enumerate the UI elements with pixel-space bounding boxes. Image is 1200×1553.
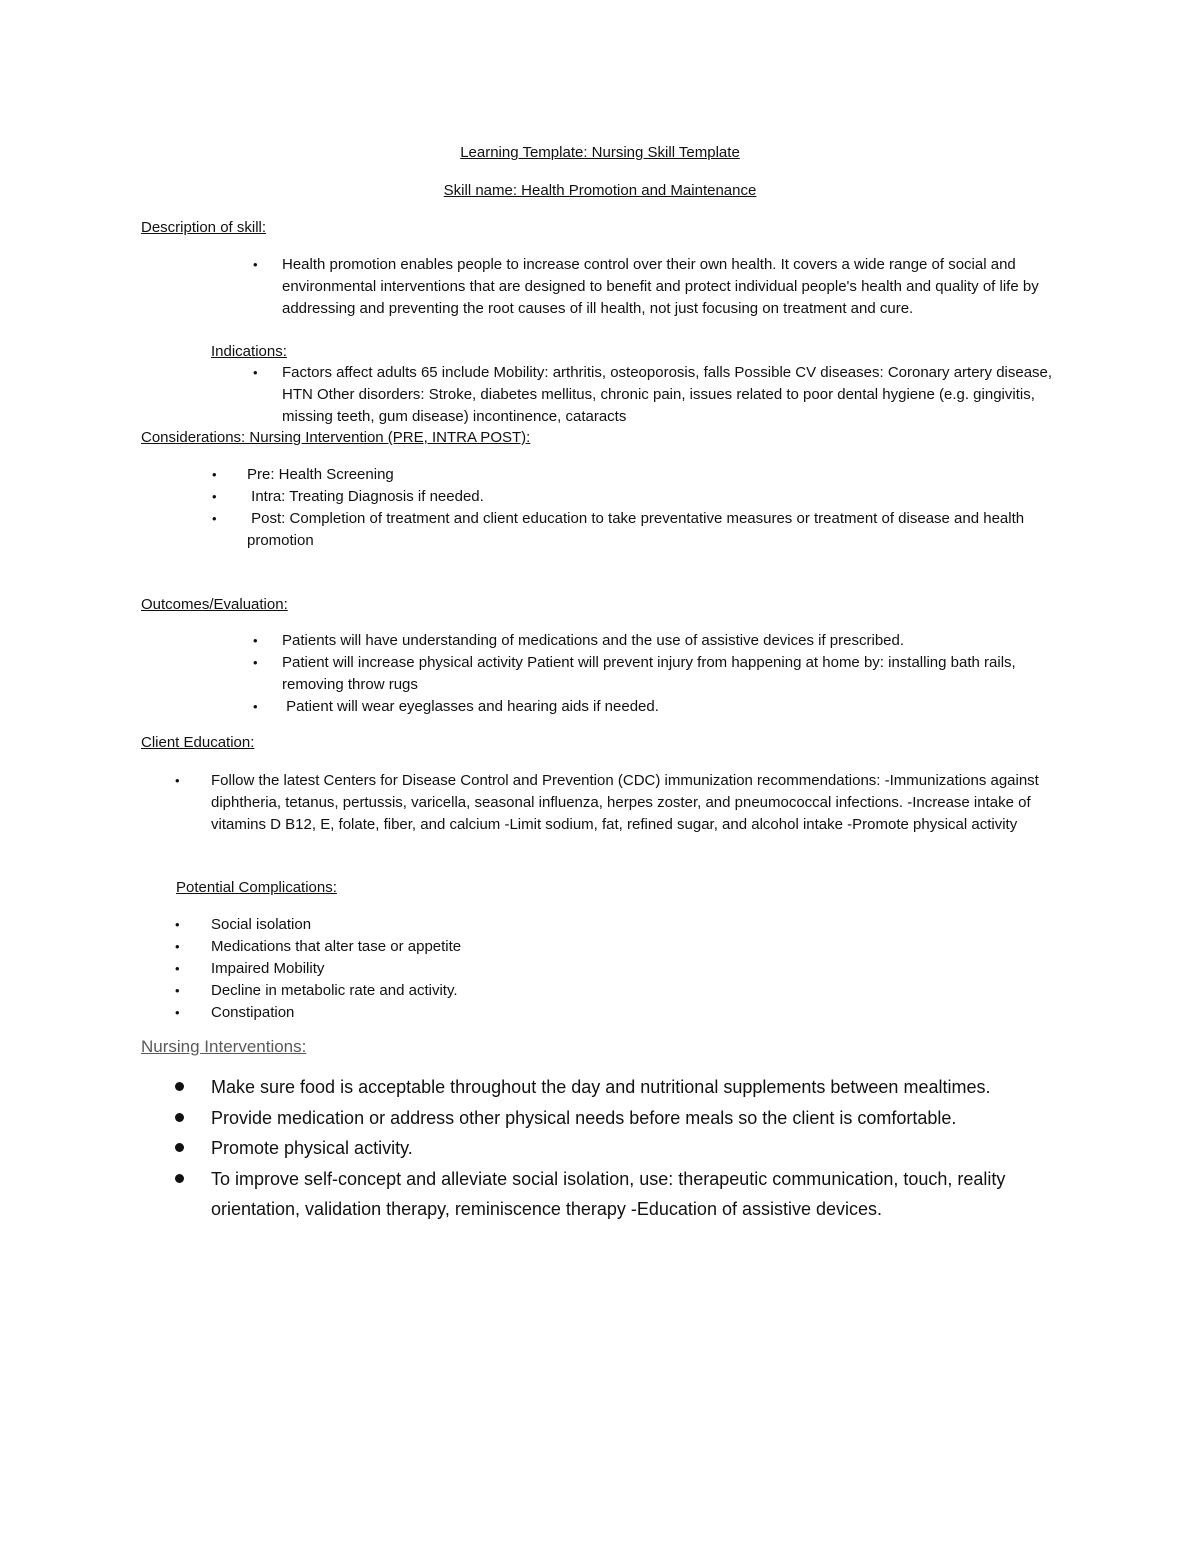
complication-text: Social isolation (211, 916, 312, 933)
bullet-icon: • (253, 655, 258, 670)
list-item (211, 1164, 1056, 1225)
complication-text: Decline in metabolic rate and activity. (211, 982, 458, 999)
outcome-text: Patient will wear eyeglasses and hearing aids if needed. (282, 698, 659, 715)
description-text: Health promotion enables people to increase control over their own health. It covers a wide range of social and environmental interventions that are designed to benefit and protect individual people's health and quality of life by addressing and preventing the root causes of ill health, not just focusing on treatment and cure. (282, 256, 1039, 317)
bullet-icon (175, 1082, 184, 1091)
description-heading: Description of skill: (141, 219, 267, 236)
intervention-text: Promote physical activity. (211, 1138, 413, 1158)
indications-heading: Indications: (211, 343, 287, 360)
nursing-interventions-list (211, 1072, 1056, 1225)
list-item (253, 630, 1072, 652)
complications-list (175, 914, 1061, 1024)
consideration-text: Pre: Health Screening (247, 466, 394, 483)
bullet-icon: • (175, 939, 180, 954)
bullet-icon: • (253, 699, 258, 714)
client-education-list (175, 770, 1061, 836)
client-education-heading: Client Education: (141, 734, 255, 751)
client-education-text: Follow the latest Centers for Disease Control and Prevention (CDC) immunization recommendations: -Immunizations against diphtheria, tetanus, pertussis, varicella, seasonal influenza, herpes zoster, and pneumococcal infections. -Increase intake of vitamins D B12, E, folate, fiber, and calcium -Limit sodium, fat, refined sugar, and alcohol intake -Promote physical activity (211, 772, 1039, 833)
outcomes-list (253, 630, 1072, 718)
intervention-text: To improve self-concept and alleviate social isolation, use: therapeutic communication, touch, reality orientation, validation therapy, reminiscence therapy -Education of assistive devices. (211, 1168, 1006, 1219)
list-item (175, 936, 1061, 958)
list-item (253, 362, 1072, 428)
list-item (212, 486, 1057, 508)
bullet-icon: • (212, 467, 217, 482)
nursing-interventions-heading: Nursing Interventions: (141, 1037, 307, 1056)
considerations-heading: Considerations: Nursing Intervention (PRE, INTRA POST): (141, 429, 531, 446)
list-item (211, 1103, 1056, 1134)
bullet-icon (175, 1143, 184, 1152)
skill-name: Skill name: Health Promotion and Maintenance (443, 182, 757, 199)
bullet-icon: • (175, 917, 180, 932)
outcome-text: Patient will increase physical activity Patient will prevent injury from happening at home by: installing bath rails, removing throw rugs (282, 654, 1020, 693)
bullet-icon: • (212, 511, 217, 526)
complication-text: Medications that alter tase or appetite (211, 938, 462, 955)
bullet-icon: • (175, 1005, 180, 1020)
consideration-text: Intra: Treating Diagnosis if needed. (247, 488, 484, 505)
list-item (211, 1133, 1056, 1164)
bullet-icon: • (175, 773, 180, 788)
intervention-text: Make sure food is acceptable throughout the day and nutritional supplements between mealtimes. (211, 1077, 991, 1097)
list-item (175, 914, 1061, 936)
list-item (212, 464, 1057, 486)
list-item (211, 1072, 1056, 1103)
list-item (253, 652, 1072, 696)
consideration-text: Post: Completion of treatment and client education to take preventative measures or treatment of disease and health promotion (247, 510, 1029, 549)
description-list (253, 254, 1072, 320)
document-title: Learning Template: Nursing Skill Template (460, 144, 740, 161)
bullet-icon: • (253, 633, 258, 648)
bullet-icon (175, 1113, 184, 1122)
list-item (253, 254, 1072, 320)
bullet-icon: • (175, 961, 180, 976)
outcomes-heading: Outcomes/Evaluation: (141, 596, 288, 613)
outcome-text: Patients will have understanding of medications and the use of assistive devices if prescribed. (282, 632, 905, 649)
complication-text: Constipation (211, 1004, 295, 1021)
intervention-text: Provide medication or address other physical needs before meals so the client is comfortable. (211, 1107, 957, 1128)
list-item (175, 1002, 1061, 1024)
list-item (253, 696, 1072, 718)
indications-list (253, 362, 1072, 428)
indications-text: Factors affect adults 65 include Mobility: arthritis, osteoporosis, falls Possible CV diseases: Coronary artery disease, HTN Other disorders: Stroke, diabetes mellitus, chronic pain, issues related to poor dental hygiene (e.g. gingivitis, missing teeth, gum disease) incontinence, cataracts (282, 364, 1053, 425)
bullet-icon: • (175, 983, 180, 998)
bullet-icon (175, 1174, 184, 1183)
considerations-list (212, 464, 1057, 552)
complication-text: Impaired Mobility (211, 960, 325, 977)
bullet-icon: • (253, 365, 258, 380)
list-item (175, 958, 1061, 980)
list-item (175, 980, 1061, 1002)
list-item (175, 770, 1061, 836)
bullet-icon: • (212, 489, 217, 504)
bullet-icon: • (253, 257, 258, 272)
complications-heading: Potential Complications: (176, 879, 337, 896)
list-item (212, 508, 1057, 552)
